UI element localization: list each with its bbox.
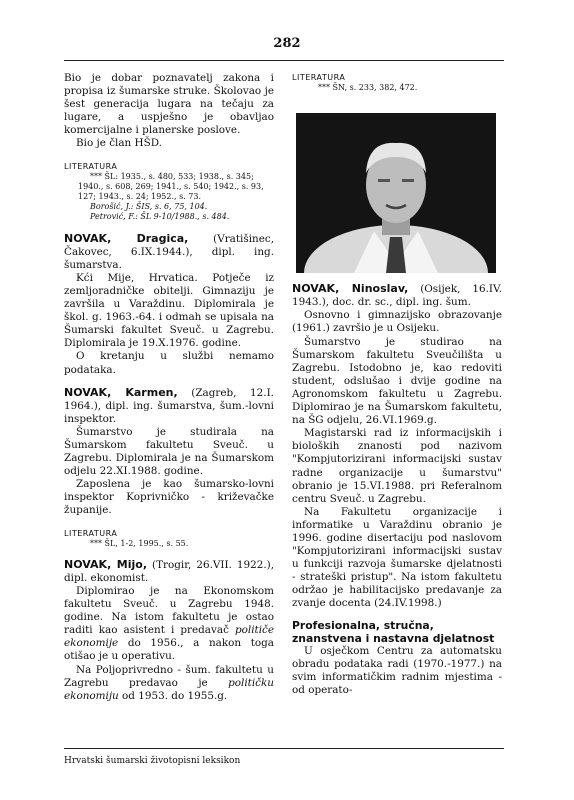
entry-paragraph: Zaposlena je kao šumarsko-lovni inspektor Koprivničko - križevačke županije. xyxy=(64,478,274,517)
text-run: do 1956., a nakon toga otišao je u operativu. xyxy=(64,637,274,663)
section-heading: Profesionalna, stručna, znanstvena i nastavna djelatnost xyxy=(292,618,495,645)
entry-info: (Osijek, 16.IV. 1943.), doc. dr. sc., dipl. ing. šum. xyxy=(292,283,502,309)
entry-header-karmen xyxy=(64,386,274,426)
entry-info: (Zagreb, 12.I. 1964.), dipl. ing. šumarstva, šum.-lovni inspektor. xyxy=(64,386,274,425)
italic-term: političku ekonomiju xyxy=(64,676,274,702)
entry-paragraph: Šumarstvo je studirala na Šumarskom fakultetu Sveuč. u Zagrebu. Diplomirala je na Šumarskom odjelu 22.XI.1988. godine. xyxy=(64,425,274,478)
literature-heading: LITERATURA xyxy=(64,528,118,538)
section-paragraph: U osječkom Centru za automatsku obradu podataka radi (1970.-1977.) na svim informatičkim radnim mjestima - od operato- xyxy=(292,644,502,697)
header-rule xyxy=(64,60,504,61)
italic-term: političe ekonomije xyxy=(64,624,274,650)
entry-name: NOVAK, Ninoslav, xyxy=(292,282,409,296)
entry-paragraph xyxy=(64,585,274,664)
entry-name: NOVAK, Dragica, xyxy=(64,231,189,245)
page-number: 282 xyxy=(273,36,301,51)
literature-heading: LITERATURA xyxy=(64,161,118,171)
text-run: Na Poljoprivredno - šum. fakultetu u Zagrebu predavao je xyxy=(64,663,274,689)
entry-info: (Vratišinec, Čakovec, 6.IX.1944.), dipl. ing. šumarstva. xyxy=(64,232,274,271)
literature-line: *** ŠL: 1935., s. 480, 533; 1938., s. 345; 1940., s. 608, 269; 1941., s. 540; 1942., s. 93, 127; 1943., s. 24; 1952., s. 73. xyxy=(78,171,264,201)
entry-paragraph: Magistarski rad iz informacijskih i bioloških znanosti pod nazivom "Kompjutorizirani informacijski sustav radne organizacije u šumarstvu" obranio je 15.VI.1988. pri Referalnom centru Sveuč. u Zagrebu. xyxy=(292,427,502,505)
literature-line: *** ŠL, 1-2, 1995., s. 55. xyxy=(90,538,189,548)
text-run: Diplomirao je na Ekonomskom fakultetu Sveuč. u Zagrebu 1948. godine. Na istom fakultetu je ostao raditi kao asistent i predavač xyxy=(64,584,274,637)
entry-paragraph xyxy=(64,664,274,703)
entry-paragraph: Osnovno i gimnazijsko obrazovanje (1961.) završio je u Osijeku. xyxy=(292,309,502,335)
entry-paragraph: O kretanju u službi nemamo podataka. xyxy=(64,350,274,376)
intro-membership: Bio je član HŠD. xyxy=(76,137,162,150)
entry-name: NOVAK, Karmen, xyxy=(64,385,178,399)
entry-paragraph: Šumarstvo je studirao na Šumarskom fakultetu Sveučilišta u Zagrebu. Istodobno je, kao redoviti student, odslušao i dvije godine na Agronomskom fakultetu u Zagrebu. Diplomirao je na Šumarskom fakultetu, na ŠG odjelu, 26.VI.1969.g. xyxy=(292,335,502,427)
text-run: od 1953. do 1955.g. xyxy=(118,689,228,702)
portrait-illustration xyxy=(296,113,496,273)
literature-line: Petrović, F.: ŠL 9-10/1988., s. 484. xyxy=(90,212,230,222)
footer-title: Hrvatski šumarski životopisni leksikon xyxy=(64,756,241,766)
intro-paragraph: Bio je dobar poznavatelj zakona i propisa iz šumarske struke. Školovao je šest generacija lugara na tečaju za lugare, a uspješno je obavljao komercijalne i planerske poslove. xyxy=(64,72,274,137)
entry-paragraph: Kći Mije, Hrvatica. Potječe iz zemljoradničke obitelji. Gimnaziju je završila u Varaždinu. Diplomirala je škol. g. 1963.-64. i odmah se upisala na Šumarski fakultet Sveuč. u Zagrebu. Diplomirala je 19.X.1976. godine. xyxy=(64,271,274,350)
literature-line: *** ŠN, s. 233, 382, 472. xyxy=(318,83,418,92)
portrait-photo xyxy=(296,113,496,273)
entry-paragraph: Na Fakultetu organizacije i informatike u Varaždinu obranio je 1996. godine disertaciju pod naslovom "Kompjutorizirani informacijski sustav u funkciji razvoja šumarske djelatnosti - strateški pristup". Na istom fakultetu održao je habilitacijsko predavanje za zvanje docenta (24.IV.1998.) xyxy=(292,505,502,610)
literature-heading: LITERATURA xyxy=(292,73,346,82)
entry-header-ninoslav xyxy=(292,282,502,309)
footer-rule xyxy=(64,748,504,749)
left-column xyxy=(64,72,274,703)
entry-header-dragica xyxy=(64,232,274,272)
entry-name: NOVAK, Mijo, xyxy=(64,557,148,571)
literature-line: Borošić, J.: ŠIS, s. 6, 75, 104. xyxy=(90,202,208,212)
entry-header-mijo xyxy=(64,558,274,585)
entry-info: (Trogir, 26.VII. 1922.), dipl. ekonomist. xyxy=(64,558,274,584)
right-column xyxy=(292,72,502,697)
